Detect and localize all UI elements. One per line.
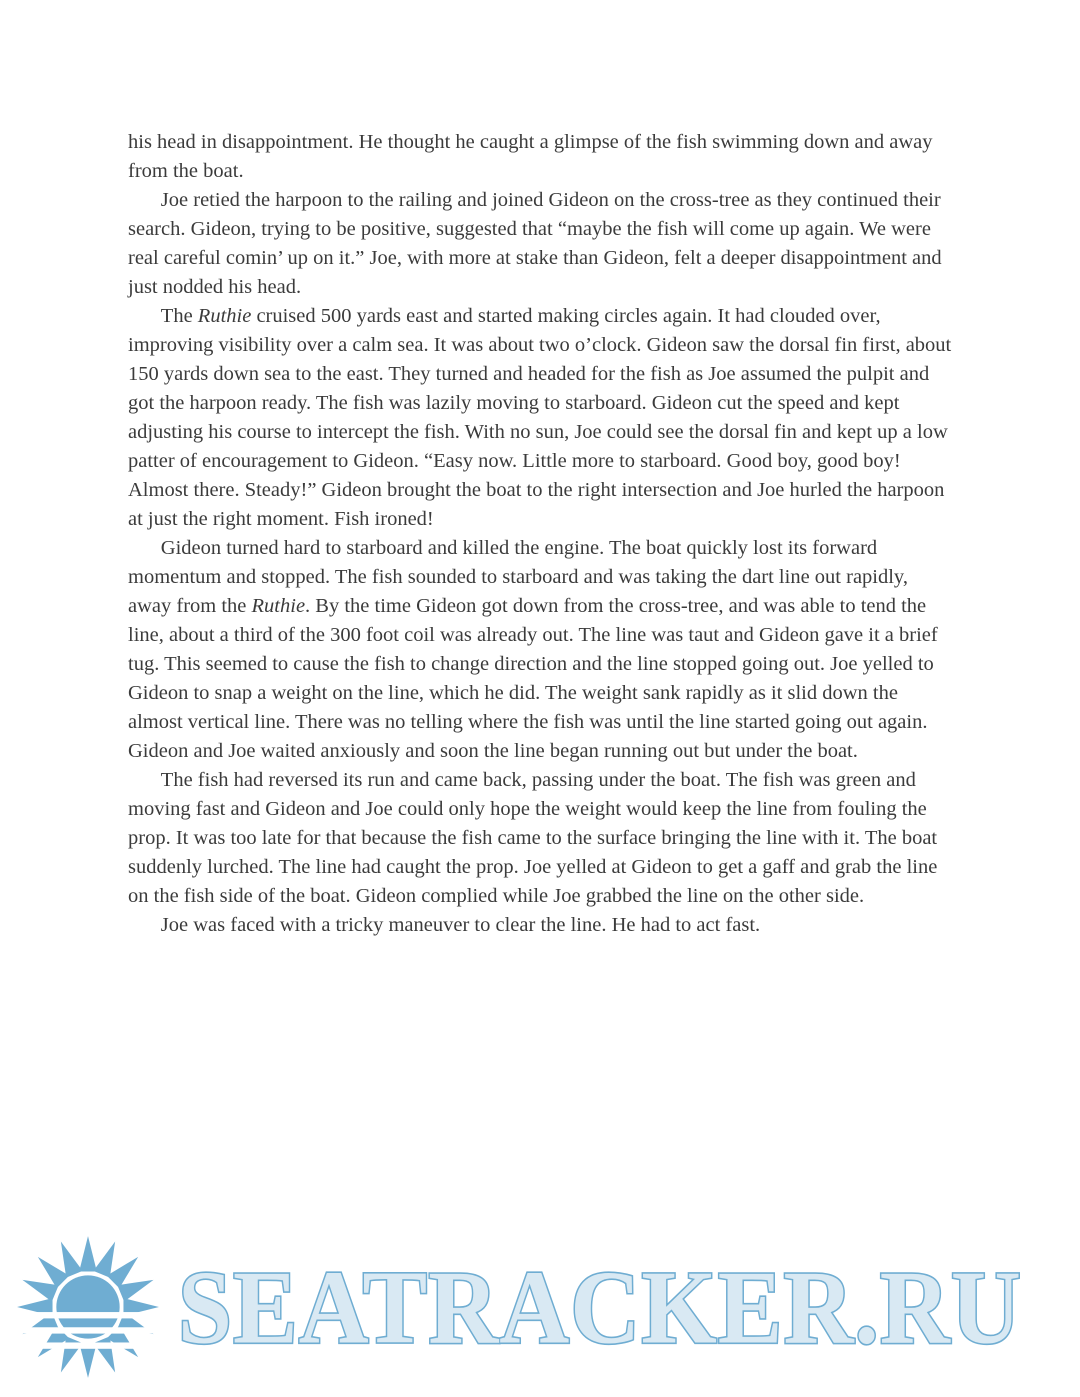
paragraph-run: his head in disappointment. He thought he caught a glimpse of the fish swimming down and away from the boat. [128,131,933,182]
boat-name-italic: Ruthie [197,305,252,327]
paragraph-run: Gideon turned hard to starboard and killed the engine. The boat quickly lost its forward momentum and stopped. The fish sounded to starboard and was taking the dart line out rapidly, away from the [128,537,908,617]
paragraph [128,186,952,302]
paragraph-run: Joe was faced with a tricky maneuver to clear the line. He had to act fast. [160,914,761,936]
watermark [12,1231,1072,1383]
paragraph [128,766,952,911]
watermark-text: SEATRACKER.RU [178,1249,1022,1365]
paragraph-run: Joe retied the harpoon to the railing and joined Gideon on the cross-tree as they continued their search. Gideon, trying to be positive, suggested that “maybe the fish will come up again. We were real careful comin’ up on it.” Joe, with more at stake than Gideon, felt a deeper disappointment and just nodded his head. [128,189,942,298]
paragraph [128,302,952,534]
paragraph-run: . By the time Gideon got down from the cross-tree, and was able to tend the line, about a third of the 300 foot coil was already out. The line was taut and Gideon gave it a brief tug. This seemed to cause the fish to change direction and the line stopped going out. Joe yelled to Gideon to snap a weight on the line, which he did. The weight sank rapidly as it slid down the almost vertical line. There was no telling where the fish was until the line started going out again. Gideon and Joe waited anxiously and soon the line began running out but under the boat. [128,595,938,762]
paragraph-run: The [160,305,198,327]
paragraph-run: The fish had reversed its run and came back, passing under the boat. The fish was green and moving fast and Gideon and Joe could only hope the weight would keep the line from fouling the prop. It was too late for that because the fish came to the surface bringing the line with it. The boat suddenly lurched. The line had caught the prop. Joe yelled at Gideon to get a gaff and grab the line on the fish side of the boat. Gideon complied while Joe grabbed the line on the other side. [128,769,938,907]
page-text [128,128,952,940]
boat-name-italic: Ruthie [251,595,306,617]
paragraph-run: cruised 500 yards east and started making circles again. It had clouded over, improving visibility over a calm sea. It was about two o’clock. Gideon saw the dorsal fin first, about 150 yards down sea to the east. They turned and headed for the fish as Joe assumed the pulpit and got the harpoon ready. The fish was lazily moving to starboard. Gideon cut the speed and kept adjusting his course to intercept the fish. With no sun, Joe could see the dorsal fin and kept up a low patter of encouragement to Gideon. “Easy now. Little more to starboard. Good boy, good boy! Almost there. Steady!” Gideon brought the boat to the right intersection and Joe hurled the harpoon at just the right moment. Fish ironed! [128,305,952,530]
paragraph [128,911,952,940]
sun-logo-icon [12,1231,164,1383]
paragraph [128,534,952,766]
paragraph [128,128,952,186]
